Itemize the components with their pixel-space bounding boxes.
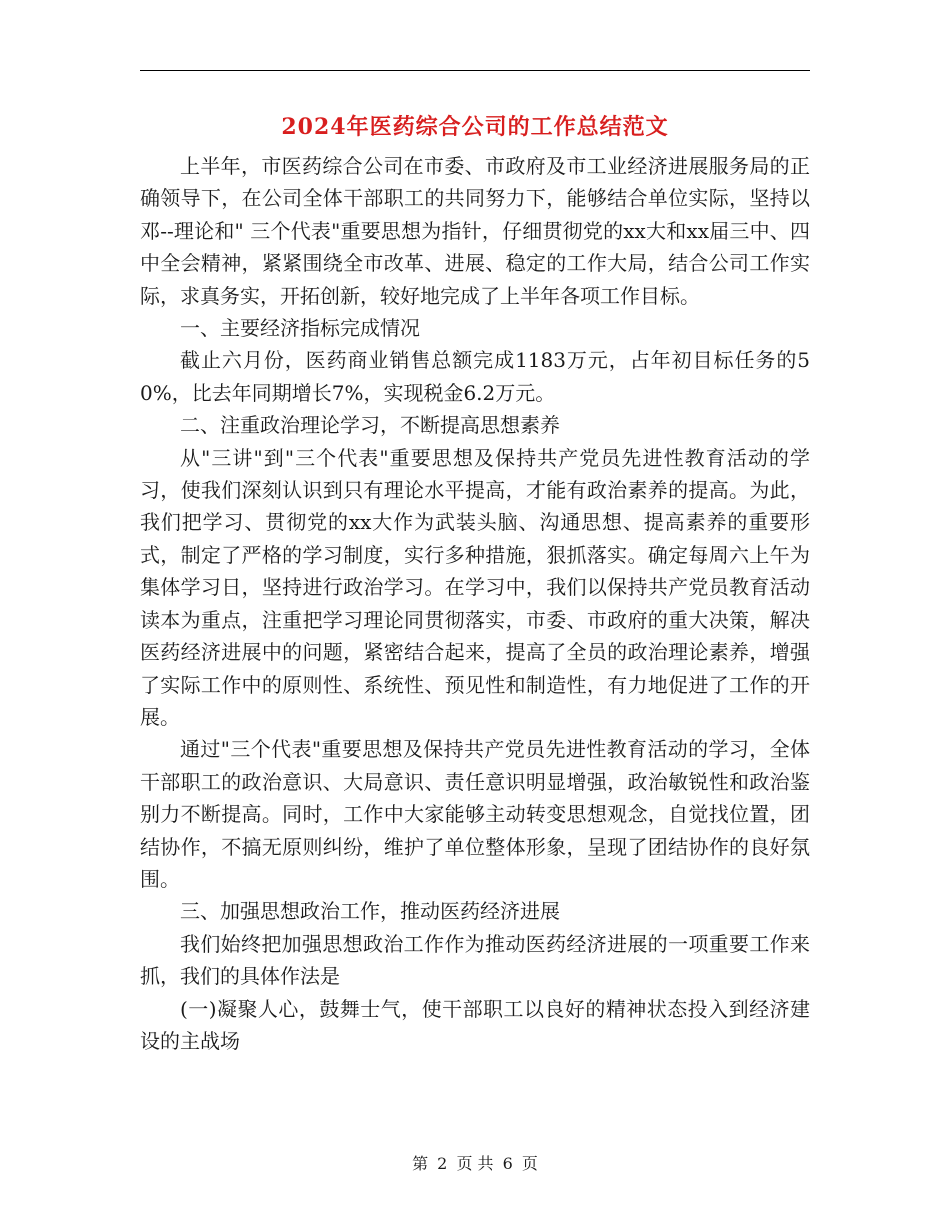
footer-middle: 页 共 <box>456 1154 494 1173</box>
document-title: 2024年医药综合公司的工作总结范文 <box>281 114 669 140</box>
page-footer <box>0 1153 950 1175</box>
paragraph-methods: 我们始终把加强思想政治工作作为推动医药经济进展的一项重要工作来抓，我们的具体作法是 <box>140 931 810 989</box>
footer-suffix: 页 <box>521 1154 538 1173</box>
header-rule <box>140 70 810 71</box>
document-body <box>140 150 810 1057</box>
subsection-heading-1: (一)凝聚人心，鼓舞士气，使干部职工以良好的精神状态投入到经济建设的主战场 <box>140 996 810 1053</box>
paragraph-indicators: 截止六月份，医药商业销售总额完成1183万元，占年初目标任务的50%，比去年同期增长7%，实现税金6.2万元。 <box>140 348 810 405</box>
section-heading-1: 一、主要经济指标完成情况 <box>180 316 420 341</box>
paragraph-study: 从"三讲"到"三个代表"重要思想及保持共产党员先进性教育活动的学习，使我们深刻认识到只有理论水平提高，才能有政治素养的提高。为此，我们把学习、贯彻党的xx大作为武装头脑、沟通思想、提高素养的重要形式，制定了严格的学习制度，实行多种措施，狠抓落实。确定每周六上午为集体学习日，坚持进行政治学习。在学习中，我们以保持共产党员教育活动读本为重点，注重把学习理论同贯彻落实，市委、市政府的重大决策，解决医药经济进展中的问题，紧密结合起来，提高了全员的政治理论素养，增强了实际工作中的原则性、系统性、预见性和制造性，有力地促进了工作的开展。 <box>140 445 810 729</box>
footer-current-page: 2 <box>437 1154 448 1173</box>
section-heading-2: 二、注重政治理论学习，不断提高思想素养 <box>180 413 560 438</box>
section-heading-3: 三、加强思想政治工作，推动医药经济进展 <box>180 899 560 924</box>
footer-total-pages: 6 <box>502 1154 513 1173</box>
paragraph-study-results: 通过"三个代表"重要思想及保持共产党员先进性教育活动的学习，全体干部职工的政治意识、大局意识、责任意识明显增强，政治敏锐性和政治鉴别力不断提高。同时，工作中大家能够主动转变思想观念，自觉找位置，团结协作，不搞无原则纠纷，维护了单位整体形象，呈现了团结协作的良好氛围。 <box>140 737 810 891</box>
footer-prefix: 第 <box>412 1154 429 1173</box>
paragraph-intro: 上半年，市医药综合公司在市委、市政府及市工业经济进展服务局的正确领导下，在公司全体干部职工的共同努力下，能够结合单位实际，坚持以邓--理论和" 三个代表"重要思想为指针，仔细贯彻党的xx大和xx届三中、四中全会精神，紧紧围绕全市改革、进展、稳定的工作大局，结合公司工作实际，求真务实，开拓创新，较好地完成了上半年各项工作目标。 <box>140 154 810 308</box>
